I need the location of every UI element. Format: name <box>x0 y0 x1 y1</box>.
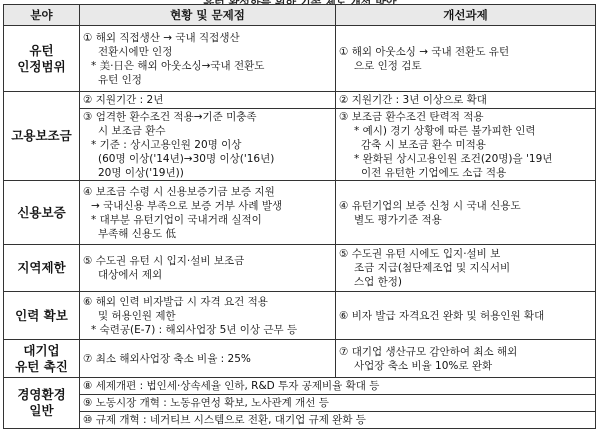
area-cell <box>4 378 80 429</box>
current-line: ⑤ 수도권 유턴 시 입지·설비 보조금 <box>83 255 245 267</box>
header-row <box>4 5 596 26</box>
improve-line: ⑤ 수도권 유턴 시에도 입지·설비 보 <box>339 248 501 260</box>
current-cell <box>80 340 336 378</box>
improve-line: 조금 지급(첨단제조업 및 지식서비 <box>354 262 511 274</box>
improve-line: 별도 평가기준 적용 <box>354 213 442 226</box>
current-line: ① 해외 직접생산 → 국내 직접생산 <box>83 31 240 44</box>
area-label: 신용보증 <box>17 204 66 220</box>
improve-cell <box>336 109 596 181</box>
improve-cell <box>336 245 596 292</box>
improve-line: 사업장 축소 비율 10%로 완화 <box>354 359 493 372</box>
general-item <box>80 395 596 412</box>
current-line: ⑦ 최소 해외사업장 축소 비율 : 25% <box>83 352 251 365</box>
improve-line: ⑥ 비자 발급 자격요건 완화 및 허용인원 확대 <box>339 309 545 322</box>
area-cell <box>4 292 80 340</box>
improve-line: ② 지원기간 : 3년 이상으로 확대 <box>339 94 487 106</box>
current-note: * 기준 : 상시고용인원 20명 이상 <box>91 138 242 151</box>
area-label: 고용보조금 <box>11 128 72 143</box>
improve-note: * 예시) 경기 상황에 따른 불가피한 인력 <box>354 124 536 137</box>
improvement-table <box>3 4 596 429</box>
improve-line: ③ 보조금 환수조건 탄력적 적용 <box>339 110 484 123</box>
current-line: 대상에서 제외 <box>98 269 163 281</box>
current-cell <box>80 181 336 245</box>
area-label: 대기업 <box>23 342 60 358</box>
current-note: 20명 이상('19년)) <box>98 166 184 179</box>
area-cell <box>4 92 80 181</box>
table-row-employment-subsidy-cont <box>4 109 596 181</box>
table-row-uturn-scope <box>4 26 596 92</box>
area-label: 일반 <box>29 403 54 418</box>
current-cell <box>80 292 336 340</box>
area-cell <box>4 26 80 92</box>
area-cell <box>4 245 80 292</box>
improve-line: ⑦ 대기업 생산규모 감안하여 최소 해외 <box>339 345 518 358</box>
improve-note: * 완화된 상시고용인원 조건(20명)을 '19년 <box>354 152 553 165</box>
area-label: 유턴 촉진 <box>15 358 68 374</box>
current-line: ④ 보조금 수령 시 신용보증기금 보증 지원 <box>83 185 275 198</box>
header-improve: 개선과제 <box>336 5 596 26</box>
improve-cell <box>336 26 596 92</box>
improve-line: ① 해외 아웃소싱 → 국내 전환도 유턴 <box>339 45 510 58</box>
improve-line: 스업 한정) <box>354 276 403 288</box>
table-row-regional-restriction <box>4 245 596 292</box>
current-note: * 숙련공(E-7) : 해외사업장 5년 이상 근무 등 <box>91 323 298 336</box>
current-line: ③ 엄격한 환수조건 적용→기준 미충족 <box>83 110 257 123</box>
current-cell <box>80 245 336 292</box>
current-cell <box>80 92 336 109</box>
table-row-business-env-2 <box>4 395 596 412</box>
current-note: * 대부분 유턴기업이 국내거래 실적이 <box>91 213 262 226</box>
current-line: → 국내신용 부족으로 보증 거부 사례 발생 <box>91 199 283 212</box>
current-cell <box>80 26 336 92</box>
table-row-credit-guarantee <box>4 181 596 245</box>
header-area: 분야 <box>4 5 80 26</box>
improve-line: 으로 인정 검토 <box>354 59 422 72</box>
area-label: 지역제한 <box>17 260 66 275</box>
table-row-business-env-1 <box>4 378 596 395</box>
improve-line: ④ 유턴기업의 보증 신청 시 국내 신용도 <box>339 199 521 212</box>
improve-note: 이전 유턴한 기업에도 소급 적용 <box>361 166 507 179</box>
area-cell <box>4 181 80 245</box>
improve-cell <box>336 340 596 378</box>
current-line: ② 지원기간 : 2년 <box>83 94 164 106</box>
current-line: 전환시에만 인정 <box>98 45 173 58</box>
current-line: 시 보조금 환수 <box>98 124 166 137</box>
improve-cell <box>336 292 596 340</box>
table-row-business-env-3 <box>4 412 596 429</box>
area-label: 인정범위 <box>17 58 66 74</box>
current-cell <box>80 109 336 181</box>
area-label: 경영환경 <box>17 387 66 402</box>
header-current: 현황 및 문제점 <box>80 5 336 26</box>
current-line: ⑥ 해외 인력 비자발급 시 자격 요건 적용 <box>83 295 268 308</box>
area-label: 유턴 <box>29 42 54 58</box>
table-row-employment-subsidy <box>4 92 596 109</box>
improve-note: 감축 시 보조금 환수 미적용 <box>361 138 486 151</box>
general-item <box>80 378 596 395</box>
general-item-text: ⑨ 노동시장 개혁 : 노동유연성 확보, 노사관계 개선 등 <box>83 397 329 409</box>
improve-cell <box>336 181 596 245</box>
current-line: 및 허용인원 제한 <box>98 309 176 322</box>
area-label: 인력 확보 <box>15 307 68 323</box>
current-note: 유턴 인정 <box>98 73 142 86</box>
general-item <box>80 412 596 429</box>
table-row-large-company <box>4 340 596 378</box>
current-note: * 美·日은 해외 아웃소싱→국내 전환도 <box>91 59 265 72</box>
current-note: (60명 이상('14년)→30명 이상('16년) <box>98 152 275 165</box>
general-item-text: ⑧ 세제개편 : 법인세·상속세율 인하, R&D 투자 공제비율 확대 등 <box>83 380 380 392</box>
current-note: 부족해 신용도 低 <box>98 227 177 240</box>
area-cell <box>4 340 80 378</box>
table-row-workforce <box>4 292 596 340</box>
improve-cell <box>336 92 596 109</box>
general-item-text: ⑩ 규제 개혁 : 네거티브 시스템으로 전환, 대기업 규제 완화 등 <box>83 414 366 426</box>
